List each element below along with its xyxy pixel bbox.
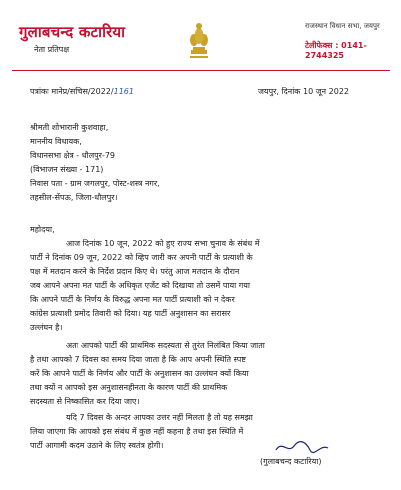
- body-line: सदस्यता से निष्कासित कर दिया जाए।: [30, 397, 140, 406]
- body-line: अतः आपको पार्टी की प्राथमिक सदस्यता से तुरंत निलंबित किया जाता: [66, 341, 265, 350]
- letterhead-designation: नेता प्रतिपक्ष: [34, 45, 70, 54]
- state-emblem-icon: [186, 20, 212, 62]
- signature-icon: [272, 438, 332, 456]
- letterhead-phone: टेलीफेक्स : 0141-2744325: [305, 41, 367, 60]
- body-line: पार्टी ने दिनांक 09 जून, 2022 को व्हिप जारी कर अपनी पार्टी के प्रत्याशी के: [30, 253, 253, 262]
- signatory-name: (गुलाबचन्द कटारिया): [260, 457, 322, 466]
- recipient-line: तहसील-सेंपऊ, जिला-धौलपुर।: [30, 193, 118, 202]
- body-line: पार्टी आगामी कदम उठाने के लिए स्वतंत्र होगी।: [30, 441, 164, 450]
- recipient-line: माननीय विधायक,: [30, 137, 82, 146]
- letter-date: जयपुर, दिनांक 10 जून 2022: [258, 87, 349, 96]
- header-divider: [12, 70, 390, 71]
- body-line: जब आपने अपना मत पार्टी के अधिकृत एजेंट को दिखाया तो उसमें पाया गया: [30, 281, 250, 290]
- reference-prefix: पत्रांकः मानेप्र/सचिस/2022/: [30, 87, 114, 96]
- letterhead-name: गुलाबचन्द कटारिया: [19, 23, 126, 41]
- body-line: तथा क्यों न आपको इस अनुशासनहीनता के कारण पार्टी की प्राथमिक: [30, 383, 228, 392]
- body-line: कि आपने पार्टी के निर्णय के विरुद्ध अपना मत पार्टी प्रत्याशी को न देकर: [30, 295, 235, 304]
- body-line: उल्लंघन है।: [30, 323, 63, 332]
- letterhead-address: राजस्थान विधान सभा, जयपुर: [305, 22, 380, 30]
- recipient-line: श्रीमती शोभारानी कुशवाहा,: [30, 123, 109, 132]
- recipient-line: (विभाजन संख्या - 171): [30, 165, 104, 174]
- body-line: करें कि आपने पार्टी के निर्णय और पार्टी के अनुशासन का उल्लंघन क्यों किया: [30, 369, 249, 378]
- reference-number: [30, 86, 134, 97]
- recipient-line: निवास पता - ग्राम जगलपुर, पोस्ट-शस्त्र नगर,: [30, 179, 160, 188]
- recipient-line: विधानसभा क्षेत्र - धौलपुर-79: [30, 151, 116, 160]
- salutation: महोदया,: [30, 225, 55, 234]
- body-line: लिया जाएगा कि आपको इस संबंध में कुछ नहीं कहना है तथा इस स्थिति में: [30, 427, 244, 436]
- body-line: कांग्रेस प्रत्याशी प्रमोद तिवारी को दिया। यह पार्टी अनुशासन का सरासर: [30, 309, 231, 318]
- body-line: पक्ष में मतदान करने के निर्देश प्रदान किए थे। परंतु आज मतदान के दौरान: [30, 267, 240, 276]
- body-line: आज दिनांक 10 जून, 2022 को हुए राज्य सभा चुनाव के संबंध में: [66, 239, 260, 248]
- body-line: यदि 7 दिवस के अन्दर आपका उत्तर नहीं मिलता है तो यह समझा: [66, 413, 253, 422]
- body-line: है तथा आपको 7 दिवस का समय दिया जाता है कि आप अपनी स्थिति स्पष्ट: [30, 355, 246, 364]
- handwritten-number: 1161: [113, 87, 134, 96]
